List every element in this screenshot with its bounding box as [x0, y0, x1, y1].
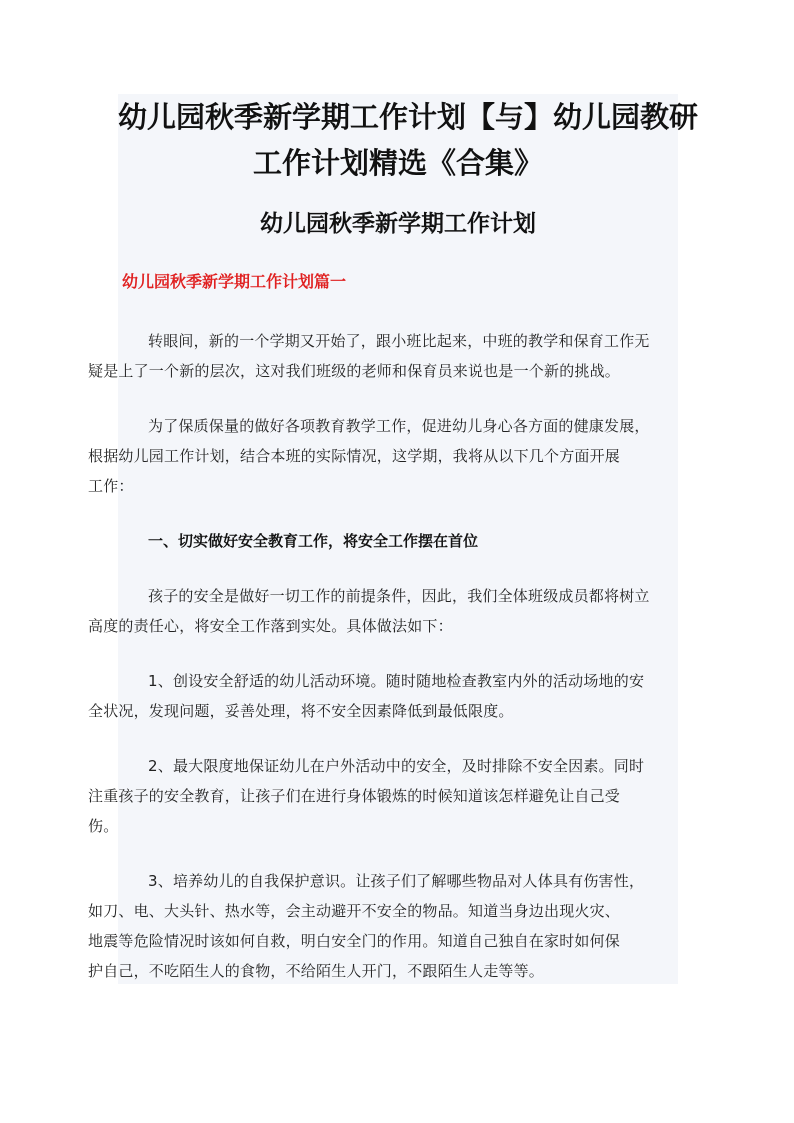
paragraph-line: 孩子的安全是做好一切工作的前提条件，因此，我们全体班级成员都将树立 [148, 587, 650, 605]
paragraph [88, 411, 678, 501]
paragraph-line: 伤。 [88, 817, 119, 835]
document-title-line-1: 幼儿园秋季新学期工作计划【与】幼儿园教研 [118, 100, 699, 134]
paragraph [88, 866, 678, 986]
paragraph-line: 1、创设安全舒适的幼儿活动环境。随时随地检查教室内外的活动场地的安 [148, 672, 645, 690]
paragraph-line: 根据幼儿园工作计划，结合本班的实际情况，这学期，我将从以下几个方面开展 [88, 447, 621, 465]
document-title-line-2: 工作计划精选《合集》 [252, 146, 543, 180]
paragraph [88, 666, 678, 726]
sub-heading-safety: 一、切实做好安全教育工作，将安全工作摆在首位 [148, 532, 479, 550]
paragraph-line: 注重孩子的安全教育，让孩子们在进行身体锻炼的时候知道该怎样避免让自己受 [88, 787, 621, 805]
document-body [88, 94, 699, 984]
paragraph [88, 581, 678, 641]
paragraph-line: 地震等危险情况时该如何自救，明白安全门的作用。知道自己独自在家时如何保 [88, 932, 621, 950]
paragraph-line: 工作： [88, 477, 134, 495]
document-subtitle: 幼儿园秋季新学期工作计划 [260, 210, 536, 237]
paragraph-line: 为了保质保量的做好各项教育教学工作，促进幼儿身心各方面的健康发展， [148, 417, 650, 435]
paragraph-line: 转眼间，新的一个学期又开始了，跟小班比起来，中班的教学和保育工作无 [148, 332, 650, 350]
section-heading: 幼儿园秋季新学期工作计划篇一 [122, 272, 347, 291]
paragraph-line: 2、最大限度地保证幼儿在户外活动中的安全，及时排除不安全因素。同时 [148, 757, 645, 775]
paragraph [88, 751, 678, 841]
paragraph-line: 如刀、电、大头针、热水等，会主动避开不安全的物品。知道当身边出现火灾、 [88, 902, 621, 920]
paragraph-line: 全状况，发现问题，妥善处理，将不安全因素降低到最低限度。 [88, 702, 514, 720]
document-title [118, 94, 699, 186]
paragraph [88, 326, 678, 386]
paragraph-line: 护自己，不吃陌生人的食物，不给陌生人开门，不跟陌生人走等等。 [88, 962, 545, 980]
paragraph-line: 高度的责任心，将安全工作落到实处。具体做法如下： [88, 617, 453, 635]
paragraph-line: 疑是上了一个新的层次，这对我们班级的老师和保育员来说也是一个新的挑战。 [88, 362, 621, 380]
paragraph-line: 3、培养幼儿的自我保护意识。让孩子们了解哪些物品对人体具有伤害性， [148, 872, 645, 890]
